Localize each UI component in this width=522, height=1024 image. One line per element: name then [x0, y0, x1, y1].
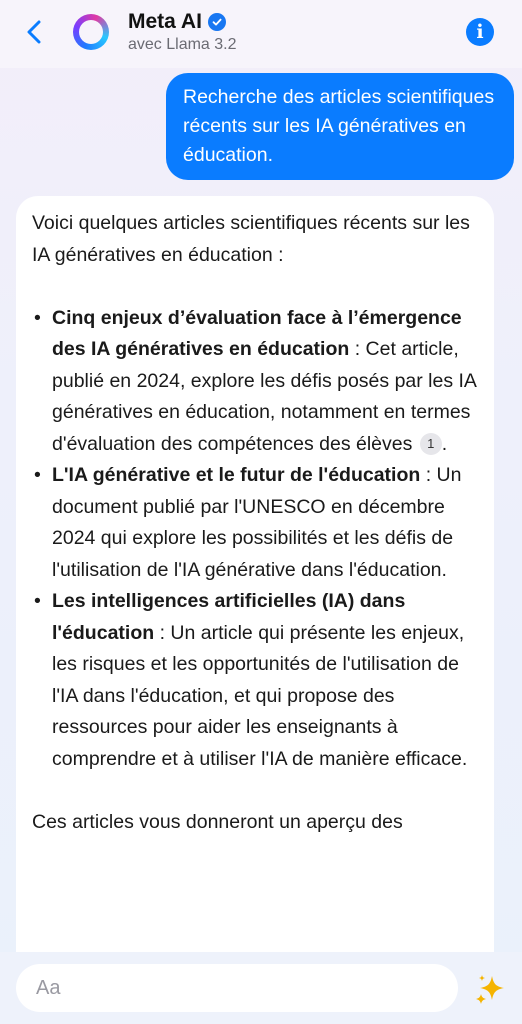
citation-badge[interactable]: 1 [420, 433, 442, 455]
sparkle-icon[interactable] [472, 972, 508, 1008]
ai-outro-text: Ces articles vous donneront un aperçu des [32, 810, 403, 833]
article-suffix: . [441, 432, 448, 455]
article-list [32, 303, 478, 776]
ai-intro-text: Voici quelques articles scientifiques récents sur les IA génératives en éducation : [32, 212, 470, 266]
chat-title: Meta AI [128, 10, 202, 33]
info-icon[interactable]: i [466, 18, 494, 46]
back-chevron-icon[interactable] [22, 16, 46, 48]
article-title: L'IA générative et le futur de l'éducation [52, 464, 421, 486]
article-item [32, 303, 478, 461]
ai-message-bubble [16, 196, 494, 976]
article-description: : Un article qui présente les enjeux, les risques et les opportunités de l'utilisation de l'IA dans l'éducation, et qui propose des ressources pour aider les enseignants à comprendre et à utiliser l'IA de manière efficace. [52, 621, 468, 770]
article-description: : Un document publié par l'UNESCO en décembre 2024 qui explore les possibilités et les défis de l'utilisation de l'IA générative dans l'éducation. [52, 464, 462, 581]
user-message-bubble: Recherche des articles scientifiques récents sur les IA génératives en éducation. [166, 73, 514, 180]
article-title: Cinq enjeux d’évaluation face à l’émergence des IA génératives en éducation [52, 306, 462, 360]
meta-ai-avatar[interactable] [73, 14, 109, 50]
chat-subtitle: avec Llama 3.2 [128, 36, 237, 53]
chat-header [0, 0, 522, 68]
article-description: : Cet article, publié en 2024, explore les défis posés par les IA génératives en éducation, notamment en termes d'évaluation des compétences des élèves [52, 338, 476, 455]
article-item [32, 460, 478, 586]
message-input[interactable]: Aa [16, 964, 458, 1012]
article-title: Les intelligences artificielles (IA) dans l'éducation [52, 590, 406, 644]
chat-title-block[interactable] [128, 10, 237, 54]
verified-badge-icon [208, 13, 226, 31]
message-composer [0, 952, 522, 1024]
article-item [32, 586, 478, 775]
